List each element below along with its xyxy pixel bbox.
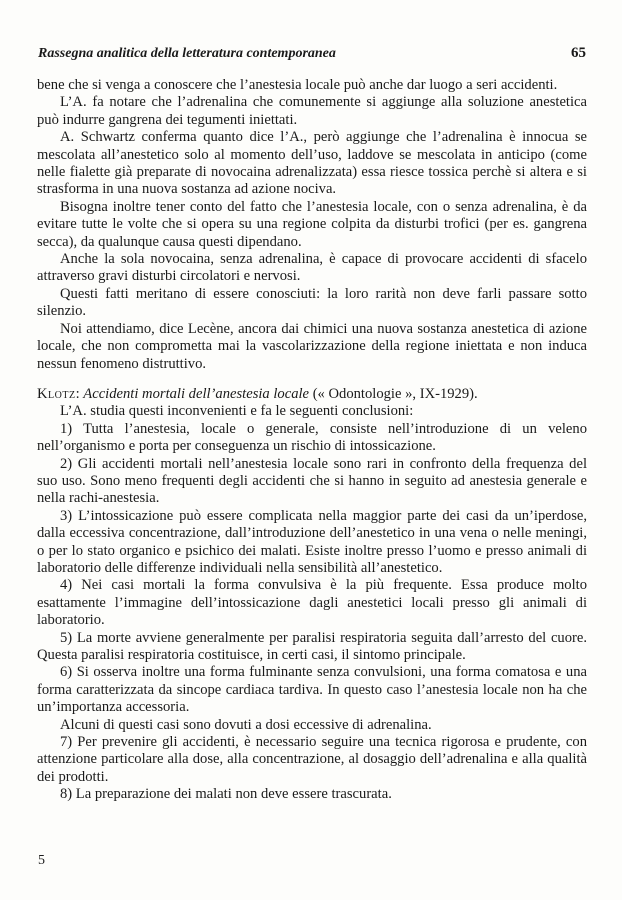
- paragraph: Noi attendiamo, dice Lecène, ancora dai chimici una nuova sostanza anestetica di azione locale, che non comprometta mai la vascolarizzazione della regione iniettata e non induca nessun fenomeno distruttivo.: [37, 320, 587, 372]
- running-title: Rassegna analitica della letteratura contemporanea: [38, 46, 336, 61]
- page-number: 65: [571, 45, 586, 61]
- paragraph: Questi fatti meritano di essere conosciuti: la loro rarità non deve farli passare sotto silenzio.: [37, 285, 587, 320]
- article-source: (« Odontologie », IX-1929).: [309, 385, 478, 402]
- conclusion-item: 1) Tutta l’anestesia, locale o generale, consiste nell’introduzione di un veleno nell’organismo e porta per conseguenza un rischio di intossicazione.: [37, 420, 587, 455]
- paragraph: A. Schwartz conferma quanto dice l’A., però aggiunge che l’adrenalina è innocua se mescolata all’anestetico solo al momento dell’uso, laddove se mescolata in anticipo (come nelle fialette già preparate di novocaina adrenalizzata) essa riesce tossica perchè si altera e si strasforma in una nuova sostanza ad azione nociva.: [37, 129, 587, 198]
- conclusion-item: 3) L’intossicazione può essere complicata nella maggior parte dei casi da un’iperdose, dalla eccessiva concentrazione, dall’introduzione dell’anestetico in una vena o nelle meningi, o per lo stato organico e psichico dei malati. Esiste inoltre presso l’uomo e presso animali di laboratorio delle differenze individuali nella sensibilità all’anestetico.: [37, 507, 587, 576]
- signature-mark: 5: [38, 853, 45, 868]
- conclusion-item: 2) Gli accidenti mortali nell’anestesia locale sono rari in confronto della frequenza del suo uso. Sono meno frequenti degli accidenti che si hanno in seguito ad anestesia generale e nella rachi-anestesia.: [37, 455, 587, 507]
- article-heading: [37, 386, 587, 403]
- conclusion-item: 4) Nei casi mortali la forma convulsiva è la più frequente. Essa produce molto esattamente l’immagine dell’intossicazione dagli anestetici locali presso gli animali di laboratorio.: [37, 577, 587, 629]
- section-spacer: [37, 373, 587, 386]
- article-title: Accidenti mortali dell’anestesia locale: [83, 385, 310, 402]
- article-colon: :: [75, 385, 84, 402]
- conclusion-item: 8) La preparazione dei malati non deve essere trascurata.: [60, 786, 392, 803]
- paragraph: Alcuni di questi casi sono dovuti a dosi eccessive di adrenalina.: [60, 716, 432, 733]
- article-author: Klotz: [37, 385, 76, 402]
- page-body: [37, 77, 587, 804]
- conclusion-item: 5) La morte avviene generalmente per paralisi respiratoria seguita dall’arresto del cuore. Questa paralisi respiratoria costituisce, in certi casi, il sintomo principale.: [37, 629, 587, 663]
- conclusion-item: 6) Si osserva inoltre una forma fulminante senza convulsioni, una forma comatosa e una forma caratterizzata da sincope cardiaca tardiva. In questo caso l’anestesia locale non ha che un’importanza accessoria.: [37, 664, 587, 716]
- paragraph: Bisogna inoltre tener conto del fatto che l’anestesia locale, con o senza adrenalina, è da evitare tutte le volte che si opera su una regione colpita da disturbi trofici (per es. gangrena secca), da qualunque causa questi dipendano.: [37, 198, 587, 250]
- paragraph: L’A. fa notare che l’adrenalina che comunemente si aggiunge alla soluzione anestetica può indurre gangrena dei tegumenti iniettati.: [37, 94, 587, 128]
- paragraph: Anche la sola novocaina, senza adrenalina, è capace di provocare accidenti di sfacelo attraverso gravi disturbi circolatori e nervosi.: [37, 251, 587, 285]
- paragraph: L’A. studia questi inconvenienti e fa le seguenti conclusioni:: [60, 403, 414, 420]
- paragraph: bene che si venga a conoscere che l’anestesia locale può anche dar luogo a seri accidenti.: [37, 77, 558, 93]
- page-header: [38, 45, 586, 62]
- conclusion-item: 7) Per prevenire gli accidenti, è necessario seguire una tecnica rigorosa e prudente, con attenzione particolare alla dose, alla concentrazione, al dosaggio dell’adrenalina e alla qualità dei prodotti.: [37, 734, 587, 785]
